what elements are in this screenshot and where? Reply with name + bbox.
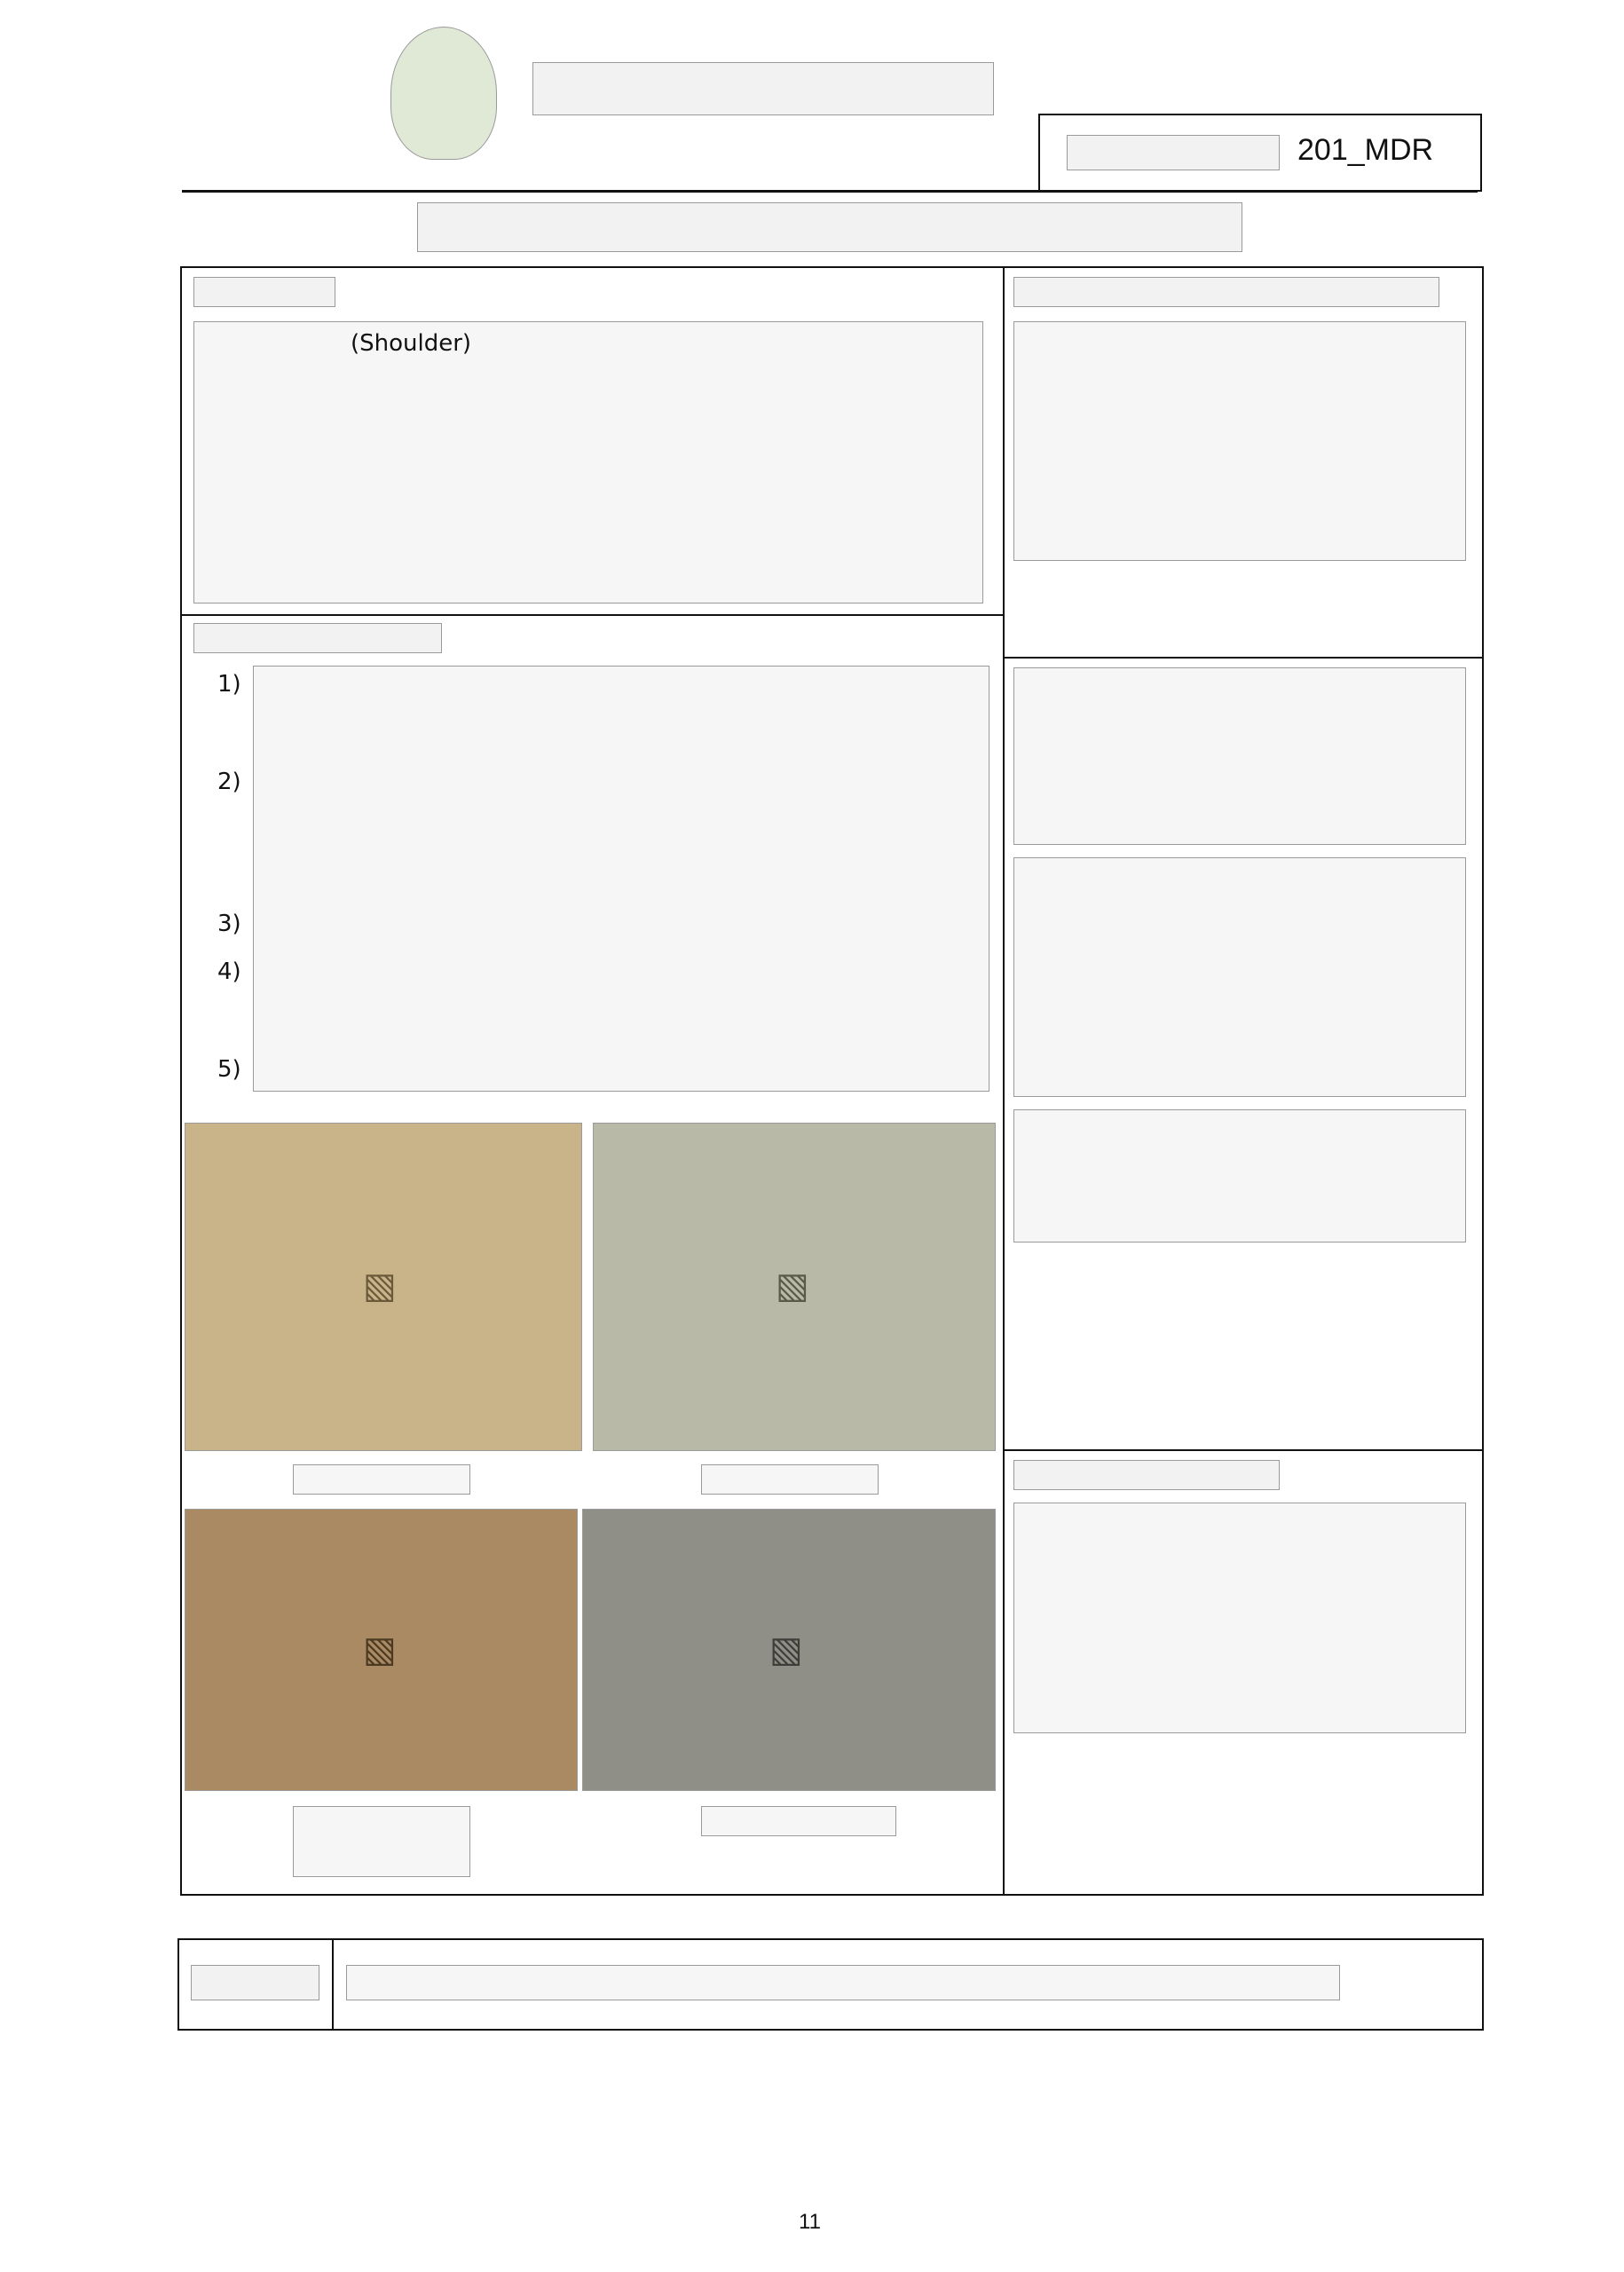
caption-signage (293, 1464, 470, 1495)
step-number-1: 1) (217, 671, 241, 698)
equipment-section (1013, 857, 1466, 1097)
right-divider-1 (1004, 657, 1484, 659)
photo-icon: ▧ (776, 1266, 809, 1306)
document-code-box (1038, 114, 1482, 192)
quality-heading (1013, 1460, 1280, 1490)
header-rule (182, 190, 1478, 193)
description-divider (180, 614, 1004, 616)
page-number: 11 (799, 2210, 821, 2234)
productivity-text (346, 1965, 1340, 2000)
caption-clearing (701, 1464, 879, 1495)
materials-section (1013, 1109, 1466, 1242)
photo-clearing (593, 1123, 996, 1451)
step-number-2: 2) (217, 769, 241, 795)
step-number-3: 3) (217, 911, 241, 937)
step-number-4: 4) (217, 958, 241, 985)
photo-grading (185, 1509, 578, 1791)
photo-icon: ▧ (363, 1629, 397, 1670)
main-column-divider (1003, 266, 1005, 1896)
photo-signage (185, 1123, 582, 1451)
productivity-label (191, 1965, 319, 2000)
caption-shaping (701, 1806, 896, 1836)
method-steps (253, 666, 989, 1092)
step-number-5: 5) (217, 1056, 241, 1083)
description-body (193, 321, 983, 604)
shoulder-term: (Shoulder) (351, 330, 472, 357)
photo-icon: ▧ (363, 1266, 397, 1306)
causes-heading (1013, 277, 1439, 307)
ministry-logo (390, 27, 497, 160)
method-heading (193, 623, 442, 653)
labor-section (1013, 667, 1466, 845)
caption-grading (293, 1806, 470, 1877)
photo-icon: ▧ (769, 1629, 803, 1670)
causes-list (1013, 321, 1466, 561)
code-label (1067, 135, 1280, 170)
productivity-divider (332, 1938, 334, 2031)
ministry-title (532, 62, 994, 115)
photo-shaping (582, 1509, 996, 1791)
quality-list (1013, 1503, 1466, 1733)
code-value: 201_MDR (1297, 133, 1434, 167)
activity-title (417, 202, 1242, 252)
description-heading (193, 277, 335, 307)
right-divider-2 (1004, 1449, 1484, 1451)
